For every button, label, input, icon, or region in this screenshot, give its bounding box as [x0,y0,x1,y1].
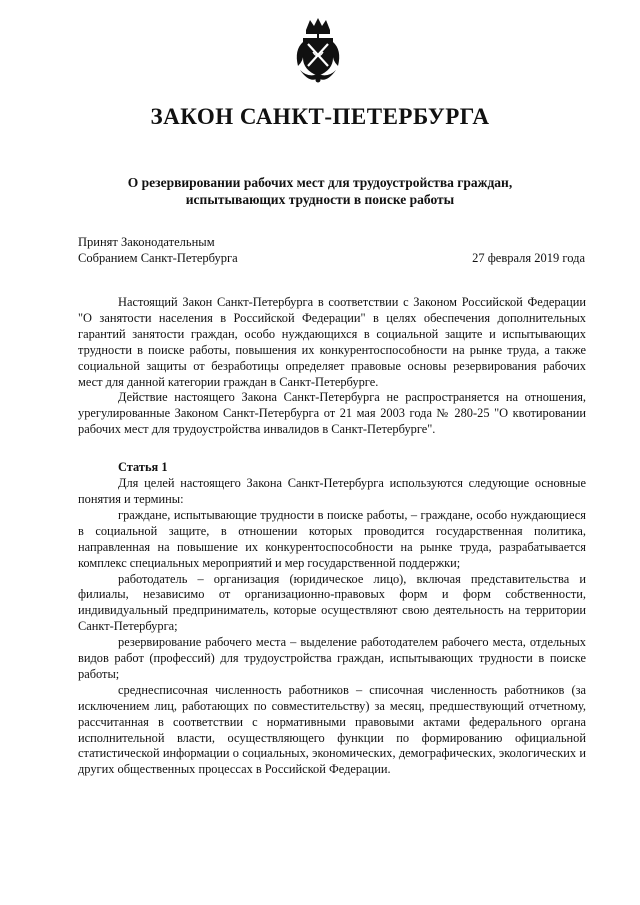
article-1-intro: Для целей настоящего Закона Санкт-Петербурга используются следующие основные понятия и термины: [78,476,586,506]
law-body [78,295,586,778]
adoption-note [78,234,238,266]
preamble-paragraph-1: Настоящий Закон Санкт-Петербурга в соответствии с Законом Российской Федерации "О занятости населения в Российской Федерации" в целях обеспечения дополнительных гарантий занятости граждан, особо нуждающихся в социальной защите и испытывающих трудности в поиске работы, повышения их конкурентоспособности на рынке труда, а также социальной защиты от безработицы определяет правовые основы резервирования рабочих мест для данной категории граждан в Санкт-Петербурге. [78,295,586,389]
adoption-date: 27 февраля 2019 года [472,251,585,265]
term-paragraph-4: среднесписочная численность работников – списочная численность работников (за исключением лиц, работающих по совместительству) за месяц, предшествующий отчетному, рассчитанная в соответствии с нормативными правовыми актами федерального органа исполнительной власти, осуществляющего функции по формированию официальной статистической информации о социальных, экономических, демографических, экологических и других общественных процессах в Российской Федерации. [78,682,586,777]
article-1-title: Статья 1 [118,460,168,475]
adopted-line-1: Принят Законодательным [78,235,215,249]
section-gap [78,438,586,460]
law-title: ЗАКОН САНКТ-ПЕТЕРБУРГА [150,104,490,129]
subject-line-2: испытывающих трудности в поиске работы [185,192,455,207]
term-paragraph-3: резервирование рабочего места – выделение работодателем рабочего места, отдельных видов работ (профессий) для трудоустройства граждан, испытывающих трудности в поиске работы; [78,635,586,681]
law-subject [80,174,560,208]
term-paragraph-2: работодатель – организация (юридическое лицо), включая представительства и филиалы, независимо от организационно-правовых форм и форм собственности, индивидуальный предприниматель, которые осуществляют свою деятельность на территории Санкт-Петербурга; [78,571,586,634]
adopted-line-2: Собранием Санкт-Петербурга [78,251,238,265]
preamble-paragraph-2: Действие настоящего Закона Санкт-Петербурга не распространяется на отношения, урегулированные Законом Санкт-Петербурга от 21 мая 2003 года № 280-25 "О квотировании рабочих мест для трудоустройства инвалидов в Санкт-Петербурге". [78,390,586,437]
subject-line-1: О резервировании рабочих мест для трудоустройства граждан, [127,175,513,190]
term-paragraph-1: граждане, испытывающие трудности в поиске работы, – граждане, особо нуждающиеся в социальной защите, в отношении которых проводится государственная политика, направленная на повышение их конкурентоспособности на рынке труда, разрабатывается комплекс специальных мероприятий и мер государственной поддержки; [78,507,586,570]
spb-coat-of-arms-icon [290,16,346,90]
